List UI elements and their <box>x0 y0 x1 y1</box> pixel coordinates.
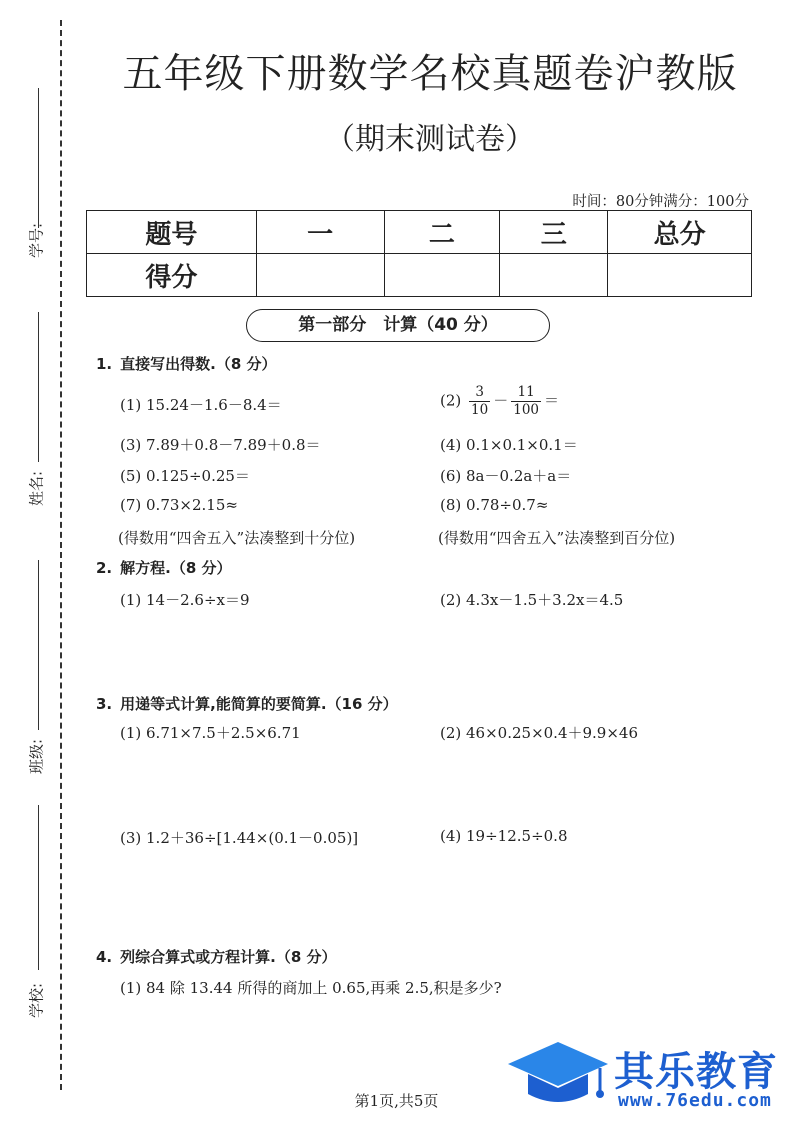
question-3-title: 用递等式计算,能简算的要简算.（16 分） <box>120 695 398 713</box>
score-cell-2[interactable] <box>384 254 500 297</box>
exam-title: 五年级下册数学名校真题卷沪教版 <box>122 51 738 97</box>
question-2-title: 解方程.（8 分） <box>120 559 232 577</box>
question-1-number: 1. <box>96 355 113 373</box>
student-id-label: 学号: <box>27 222 46 259</box>
question-3-heading <box>96 693 398 714</box>
q1-item-7: (7) 0.73×2.15≈ <box>120 496 238 514</box>
column-total: 总分 <box>608 211 752 254</box>
section-1-title: 第一部分 计算（40 分） <box>246 309 550 342</box>
score-cell-total[interactable] <box>608 254 752 297</box>
column-2: 二 <box>384 211 500 254</box>
question-3-number: 3. <box>96 695 113 713</box>
q1-item-2-fraction-2 <box>511 384 541 419</box>
fraction-1-numerator: 3 <box>469 384 490 402</box>
q1-item-3: (3) 7.89＋0.8－7.89＋0.8＝ <box>120 436 321 454</box>
row-label-score: 得分 <box>87 254 257 297</box>
q1-item-5: (5) 0.125÷0.25＝ <box>120 467 250 485</box>
q1-item-2-equals: ＝ <box>544 391 560 410</box>
class-label: 班级: <box>27 738 46 775</box>
school-label: 学校: <box>27 982 46 1019</box>
q2-item-2: (2) 4.3x－1.5＋3.2x＝4.5 <box>440 591 624 609</box>
score-table <box>86 210 752 297</box>
q1-item-2-minus: － <box>493 391 509 410</box>
question-4-number: 4. <box>96 948 113 966</box>
row-label-question-number: 题号 <box>87 211 257 254</box>
page-footer: 第1页,共5页 <box>354 1092 439 1110</box>
column-1: 一 <box>256 211 384 254</box>
q1-item-6: (6) 8a－0.2a＋a＝ <box>440 467 572 485</box>
school-line <box>38 805 39 970</box>
q1-note-right: (得数用“四舍五入”法凑整到百分位) <box>438 529 676 547</box>
score-cell-3[interactable] <box>500 254 608 297</box>
q1-item-4: (4) 0.1×0.1×0.1＝ <box>440 436 578 454</box>
exam-subtitle: （期末测试卷） <box>325 122 535 157</box>
q2-item-1: (1) 14－2.6÷x＝9 <box>120 591 250 609</box>
student-id-line <box>38 88 39 228</box>
score-cell-1[interactable] <box>256 254 384 297</box>
q3-item-4: (4) 19÷12.5÷0.8 <box>440 827 568 845</box>
q4-item-1: (1) 84 除 13.44 所得的商加上 0.65,再乘 2.5,积是多少? <box>120 979 502 997</box>
fraction-2-denominator: 100 <box>513 402 540 418</box>
class-line <box>38 560 39 730</box>
brand-url: www.76edu.com <box>618 1090 772 1111</box>
q1-item-1: (1) 15.24－1.6－8.4＝ <box>120 396 282 414</box>
score-table-score-row <box>87 254 752 297</box>
q1-item-2 <box>440 384 559 419</box>
time-info: 时间：80分钟满分：100分 <box>572 194 749 210</box>
name-label: 姓名: <box>27 470 46 507</box>
question-1-title: 直接写出得数.（8 分） <box>120 355 277 373</box>
column-3: 三 <box>500 211 608 254</box>
question-2-number: 2. <box>96 559 113 577</box>
score-table-header-row <box>87 211 752 254</box>
q3-item-2: (2) 46×0.25×0.4＋9.9×46 <box>440 724 639 742</box>
question-4-title: 列综合算式或方程计算.（8 分） <box>120 948 337 966</box>
binding-dashed-line <box>60 20 62 1090</box>
q1-item-8: (8) 0.78÷0.7≈ <box>440 496 549 514</box>
question-1-heading <box>96 353 277 374</box>
name-line <box>38 312 39 462</box>
q1-item-2-fraction-1 <box>469 384 490 419</box>
fraction-2-numerator: 11 <box>511 384 541 402</box>
question-2-heading <box>96 557 232 578</box>
brand-name: 其乐教育 <box>614 1049 778 1095</box>
question-4-heading <box>96 946 337 967</box>
q1-note-left: (得数用“四舍五入”法凑整到十分位) <box>118 529 356 547</box>
q1-item-2-label: (2) <box>440 391 462 410</box>
q3-item-3: (3) 1.2＋36÷[1.44×(0.1－0.05)] <box>120 829 359 847</box>
fraction-1-denominator: 10 <box>471 402 489 418</box>
q3-item-1: (1) 6.71×7.5＋2.5×6.71 <box>120 724 301 742</box>
